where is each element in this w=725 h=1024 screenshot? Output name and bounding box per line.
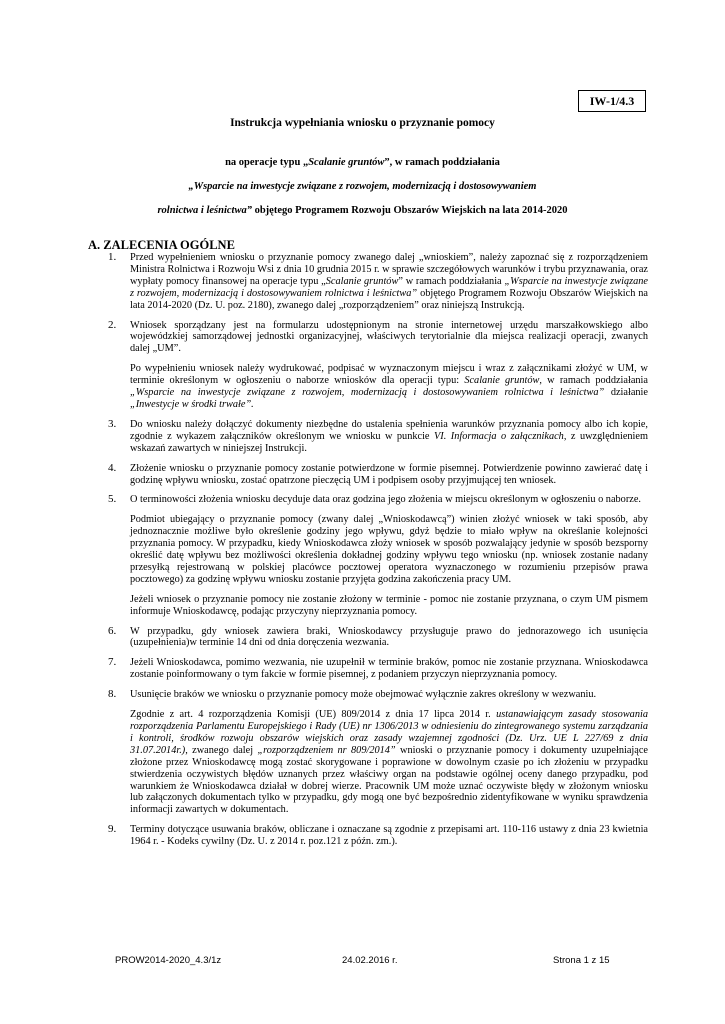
paragraph <box>130 252 648 312</box>
list-item-number: 7. <box>108 656 117 669</box>
list-item-number: 2. <box>108 318 117 331</box>
list-item <box>108 626 648 650</box>
paragraph <box>130 709 648 816</box>
text-segment: Terminy dotyczące usuwania braków, obliczane i oznaczane są zgodnie z przepisami art. 110-116 ustawy z dnia 23 kwietnia 1964 r. - Kodeks cywilny (Dz. U. z 2014 r. poz.121 z późn. zm.). <box>130 824 648 848</box>
text-segment: Podmiot ubiegający o przyznanie pomocy (zwany dalej „Wnioskodawcą”) winien złożyć wniosek w taki sposób, aby jednoznacznie możliwe było określenie godziny jego wpływu, gdyż będzie to miało wpływ na określanie kolejności przyznania pomocy. W przypadku, kiedy Wnioskodawca złoży wniosek w sposób pozwalający jedynie w sposób bezsporny określić datę wpływu bez możliwości określenia dokładnej godziny wpływu tego wniosku (np. wniosek zostanie nadany przesyłką rejestrowaną w polskiej placówce pocztowej operatora wyznaczonego w rozumieniu przepisów prawa pocztowego) za godzinę wpływu wniosku zostanie przyjęta godzina zakończenia pracy UM. <box>130 514 648 585</box>
footer-doc-id: PROW2014-2020_4.3/1z <box>115 955 222 966</box>
list-item <box>108 494 648 617</box>
paragraph <box>130 363 648 411</box>
list-item <box>108 463 648 487</box>
list-item-body <box>130 419 648 455</box>
list-item <box>108 657 648 681</box>
list-item-body <box>130 657 648 681</box>
list-item-number: 5. <box>108 493 117 506</box>
list-item-body <box>130 824 648 848</box>
text-segment: wnioski o przyznanie pomocy i dokumenty uzupełniające złożone przez Wnioskodawcę mogą zostać skorygowane i poprawione w dowolnym czasie po ich złożeniu w przypadku stwierdzenia oczywistych błędów uznanych przez właściwy organ na podstawie ogólnej oceny danego przypadku, pod warunkiem że Wnioskodawca działał w dobrej wierze. Pracownik UM może uznać oczywiste błędy w złożonym wniosku lub załączonych dokumentach tylko w przypadku, gdy mogą one być bezpośrednio zidentyfikowane w wyniku sprawdzenia informacji zawartych w dokumentach. <box>130 744 649 816</box>
text-segment: Scalanie gruntów <box>325 275 399 287</box>
document-code-box: IW-1/4.3 <box>578 90 646 112</box>
text-segment: Wniosek sporządzany jest na formularzu udostępnionym na stronie internetowej urzędu marszałkowskiego albo wojewódzkiej samorządowej jednostki organizacyjnej, właściwych terytorialnie dla miejsca realizacji operacji, zwanych dalej „UM”. <box>130 319 648 355</box>
text-segment: Jeżeli wniosek o przyznanie pomocy nie zostanie złożony w terminie - pomoc nie zostanie przyznana, o czym UM pismem informuje Wnioskodawcę, podając przyczyny nieprzyznania pomocy. <box>130 593 648 617</box>
list-item <box>108 689 648 816</box>
footer-date: 24.02.2016 r. <box>342 955 398 966</box>
list-item-body <box>130 689 648 816</box>
paragraph <box>130 626 648 650</box>
text-segment: „Wsparcie na inwestycje związane z rozwojem, modernizacją i dostosowywaniem rolnictwa i leśnictwa” <box>130 275 648 299</box>
text-segment: objętego Programem Rozwoju Obszarów Wiejskich na lata 2014-2020 (Dz. U. poz. 2180), zwanego dalej „rozporządzeniem” oraz niniejszą Instrukcją. <box>130 287 648 311</box>
list-item-number: 1. <box>108 251 117 263</box>
subtitle-line-3: rolnictwa i leśnictwa” objętego Programem Rozwoju Obszarów Wiejskich na lata 2014-2020 <box>157 205 568 216</box>
paragraph <box>130 824 648 848</box>
text-segment: „Wsparcie na inwestycje związane z rozwojem, modernizacją i dostosowywaniem rolnictwa i leśnictwa” <box>130 387 605 399</box>
paragraph <box>130 514 648 585</box>
section-heading: A. ZALECENIA OGÓLNE <box>88 238 235 252</box>
subtitle-line-1: na operacje typu „Scalanie gruntów”, w ramach poddziałania <box>225 157 500 168</box>
text-segment: Złożenie wniosku o przyznanie pomocy zostanie potwierdzone w formie pisemnej. Potwierdzenie powinno zawierać datę i godzinę wpływu wniosku, zostać opatrzone pieczęcią UM i podpisem osoby przyjmującej ten wniosek. <box>130 462 648 486</box>
list-item-body <box>130 320 648 411</box>
text-segment: Jeżeli Wnioskodawca, pomimo wezwania, nie uzupełnił w terminie braków, pomoc nie zostanie przyznana. Wnioskodawca zostanie poinformowany o tym fakcie w formie pisemnej, z podaniem przyczyn nieprzyznania pomocy. <box>130 657 648 681</box>
text-segment: ” w ramach poddziałania <box>398 275 505 287</box>
list-item <box>108 320 648 411</box>
list-item-body <box>130 252 648 312</box>
list-item-body <box>130 494 648 617</box>
subtitle-line-2: „Wsparcie na inwestycje związane z rozwojem, modernizacją i dostosowywaniem <box>188 181 537 192</box>
footer-page-number: Strona 1 z 15 <box>553 955 610 966</box>
text-segment: „rozporządzeniem nr 809/2014” <box>257 744 396 756</box>
list-item-number: 4. <box>108 461 117 474</box>
paragraph <box>130 320 648 356</box>
text-segment: O terminowości złożenia wniosku decyduje data oraz godzina jego złożenia w miejscu określonym w ogłoszeniu o naborze. <box>130 494 641 506</box>
list-item-number: 3. <box>108 417 117 430</box>
text-segment: ustanawiającym zasady stosowania rozporządzenia Parlamentu Europejskiego i Rady (UE) nr 1306/2013 w odniesieniu do zintegrowanego systemu zarządzania i kontroli, środków rozwoju obszarów wiejskich oraz zasady wzajemnej zgodności (Dz. Urz. UE L 227/69 z dnia 31.07.2014r.) <box>130 709 648 756</box>
paragraph <box>130 689 648 701</box>
text-segment: , zwanego dalej <box>185 744 258 756</box>
text-segment: Zgodnie z art. 4 rozporządzenia Komisji (UE) 809/2014 z dnia 17 lipca 2014 r. <box>130 709 497 721</box>
list-item-body <box>130 626 648 650</box>
list-item-number: 9. <box>108 823 117 836</box>
list-item-body <box>130 463 648 487</box>
text-segment: Do wniosku należy dołączyć dokumenty niezbędne do ustalenia spełnienia warunków przyznania pomocy albo ich kopie, zgodnie z wykazem załączników określonym we wniosku w punkcie <box>130 418 648 442</box>
text-segment: „Inwestycje w środki trwałe”. <box>130 398 254 410</box>
list-item-number: 6. <box>108 624 117 637</box>
instruction-list <box>108 252 648 856</box>
text-segment: Po wypełnieniu wniosek należy wydrukować, podpisać w wyznaczonym miejscu i wraz z załącznikami złożyć w UM, w terminie określonym w ogłoszeniu o naborze wniosków dla operacji typu: <box>130 363 648 387</box>
text-segment: działanie <box>604 387 648 399</box>
list-item-number: 8. <box>108 688 117 701</box>
text-segment: Przed wypełnieniem wniosku o przyznanie pomocy zwanego dalej „wnioskiem”, należy zapoznać się z rozporządzeniem Ministra Rolnictwa i Rozwoju Wsi z dnia 10 grudnia 2015 r. w sprawie szczegółowych warunków i trybu przyznawania, oraz wypłaty pomocy finansowej na operacje typu „ <box>130 252 648 287</box>
text-segment: Scalanie gruntów <box>464 375 540 387</box>
paragraph <box>130 594 648 618</box>
list-item <box>108 252 648 312</box>
text-segment: W przypadku, gdy wniosek zawiera braki, Wnioskodawcy przysługuje prawo do jednorazowego ich usunięcia (uzupełnienia)w terminie 14 dni od dnia doręczenia wezwania. <box>130 625 648 649</box>
list-item <box>108 419 648 455</box>
text-segment: , w ramach poddziałania <box>539 375 648 387</box>
paragraph <box>130 419 648 455</box>
text-segment: z uwzględnieniem wskazań zawartych w niniejszej Instrukcji. <box>130 430 648 454</box>
document-title: Instrukcja wypełniania wniosku o przyznanie pomocy <box>230 117 495 129</box>
paragraph <box>130 657 648 681</box>
list-item <box>108 824 648 848</box>
paragraph <box>130 494 648 506</box>
text-segment: Usunięcie braków we wniosku o przyznanie pomocy może obejmować wyłącznie zakres określony w wezwaniu. <box>130 689 597 701</box>
paragraph <box>130 463 648 487</box>
text-segment: VI. Informacja o załącznikach, <box>433 430 567 442</box>
